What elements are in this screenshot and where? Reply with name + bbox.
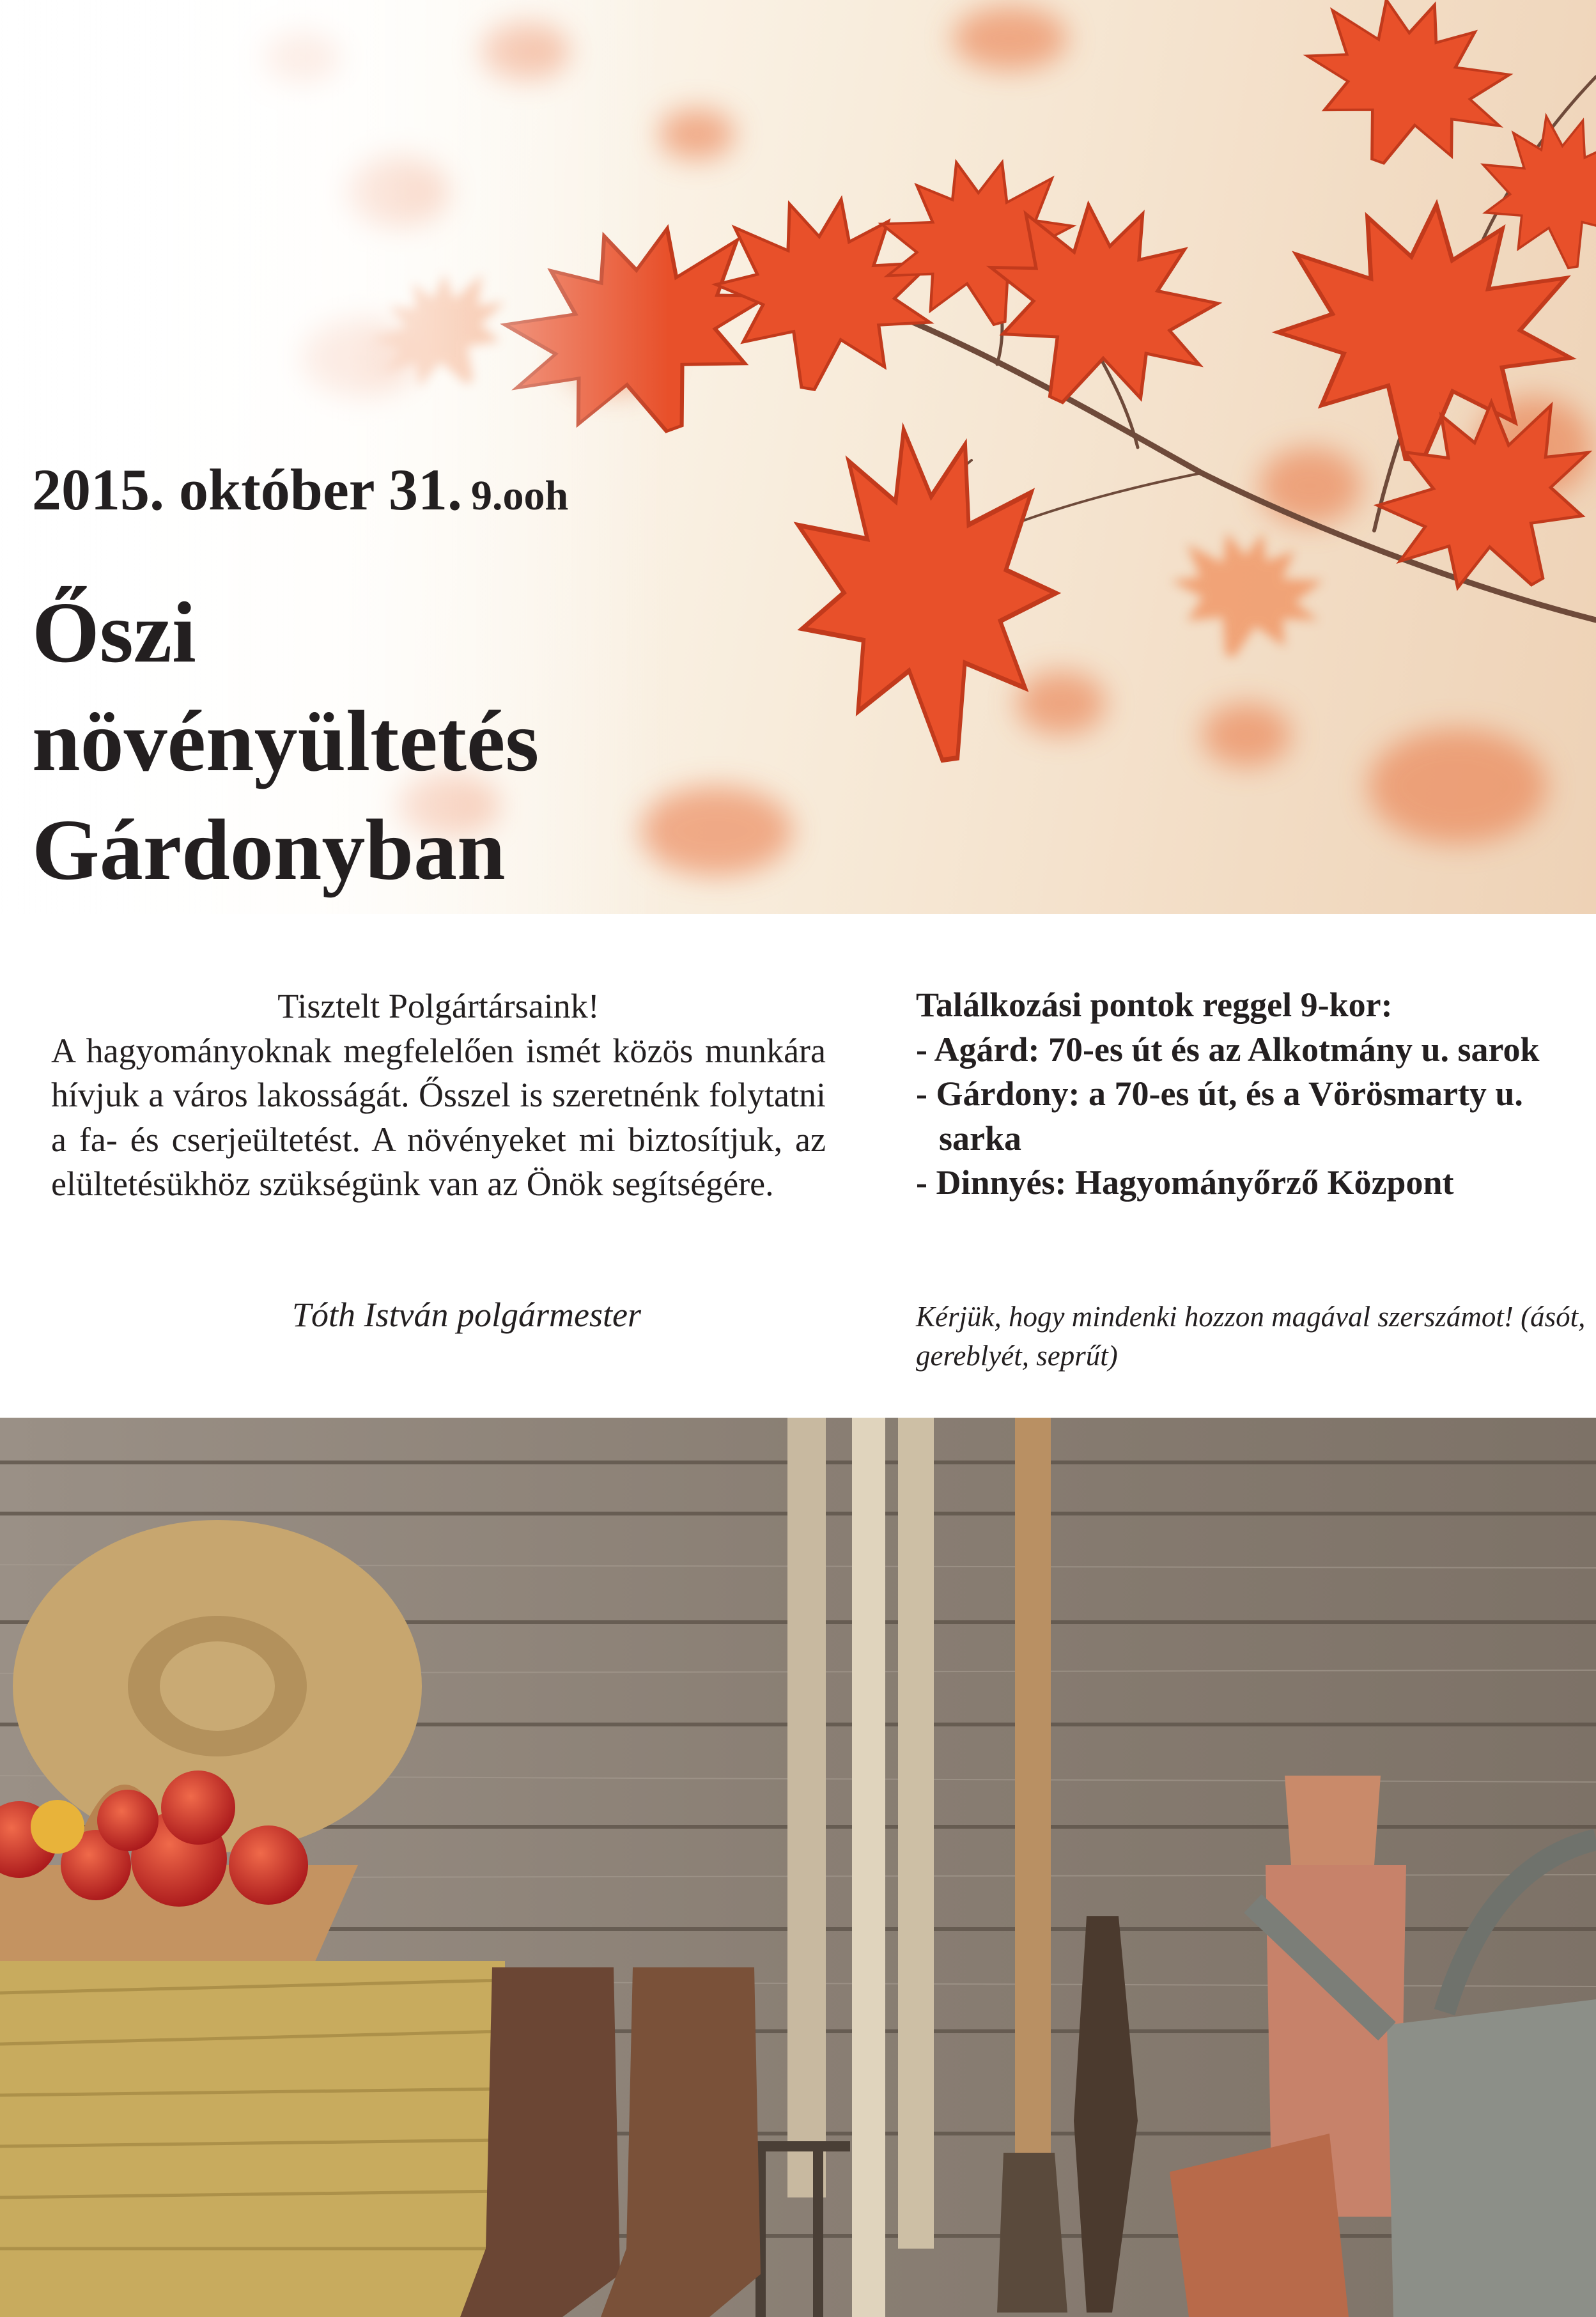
title-line: Őszi bbox=[32, 585, 196, 681]
title-line: Gárdonyban bbox=[32, 802, 506, 898]
garden-tools-image bbox=[0, 1418, 1596, 2317]
invitation-letter bbox=[51, 984, 826, 1207]
title-line: növényültetés bbox=[32, 694, 539, 789]
letter-signature: Tóth István polgármester bbox=[292, 1296, 641, 1334]
tools-note: Kérjük, hogy mindenki hozzon magával szerszámot! (ásót, gereblyét, seprűt) bbox=[916, 1301, 1586, 1372]
event-date bbox=[32, 457, 569, 522]
time-text: 9.ooh bbox=[470, 472, 569, 519]
letter-greeting: Tisztelt Polgártársaink! bbox=[277, 987, 600, 1025]
letter-body: A hagyományoknak megfelelően ismét közös munkára hívjuk a város lakosságát. Ősszel is szeretnénk folytatni a fa- és cserjeültetést. A növényeket mi biztosítjuk, az elültetésükhöz szükségünk van az Önök segítségére. bbox=[51, 1031, 826, 1203]
meeting-points bbox=[916, 983, 1581, 1205]
meeting-point-item: - Gárdony: a 70-es út, és a Vörösmarty u. sarka bbox=[916, 1074, 1523, 1158]
meeting-point-item: - Dinnyés: Hagyományőrző Központ bbox=[916, 1163, 1454, 1202]
page-title bbox=[32, 578, 767, 904]
date-text: 2015. október 31. bbox=[32, 457, 462, 522]
meeting-heading: Találkozási pontok reggel 9-kor: bbox=[916, 986, 1393, 1024]
meeting-point-item: - Agárd: 70-es út és az Alkotmány u. sarok bbox=[916, 1030, 1540, 1069]
